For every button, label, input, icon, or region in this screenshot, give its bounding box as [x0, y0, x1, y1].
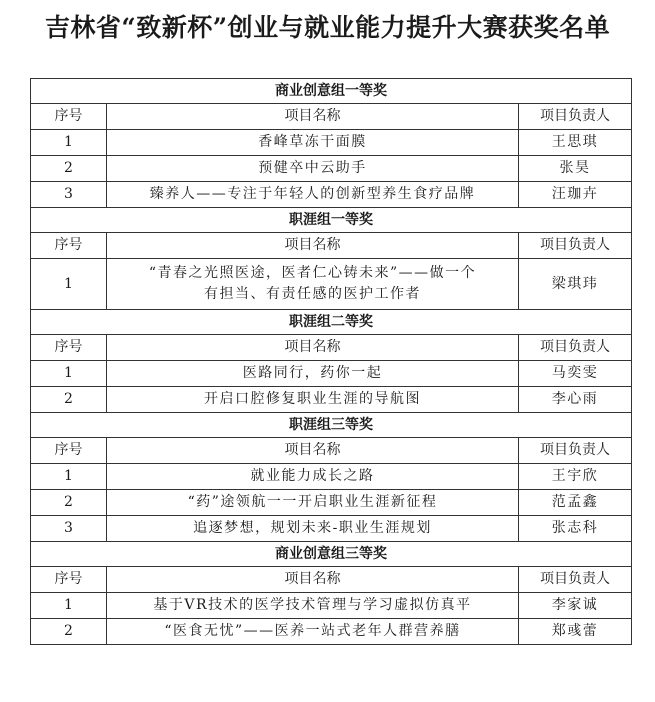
row-project: 臻养人——专注于年轻人的创新型养生食疗品牌	[107, 182, 519, 208]
column-header-leader: 项目负责人	[519, 438, 632, 464]
table-row	[31, 490, 632, 516]
column-header-project: 项目名称	[107, 233, 519, 259]
row-leader: 李心雨	[519, 387, 632, 413]
column-header-leader: 项目负责人	[519, 233, 632, 259]
row-project: 医路同行，药你一起	[107, 361, 519, 387]
table-row	[31, 156, 632, 182]
row-project: 预健卒中云助手	[107, 156, 519, 182]
column-header-index: 序号	[31, 438, 107, 464]
row-leader: 张昊	[519, 156, 632, 182]
row-project-line: 有担当、有责任感的医护工作者	[204, 286, 421, 302]
row-project: 基于VR技术的医学技术管理与学习虚拟仿真平	[107, 593, 519, 619]
table-row	[31, 516, 632, 542]
column-header-row	[31, 104, 632, 130]
column-header-project: 项目名称	[107, 335, 519, 361]
row-leader: 王思琪	[519, 130, 632, 156]
row-project: 追逐梦想，规划未来-职业生涯规划	[107, 516, 519, 542]
column-header-index: 序号	[31, 567, 107, 593]
row-project: “药”途领航一一开启职业生涯新征程	[107, 490, 519, 516]
award-table	[30, 78, 632, 645]
row-index: 3	[31, 516, 107, 542]
row-project: 香峰草冻干面膜	[107, 130, 519, 156]
page-title: 吉林省“致新杯”创业与就业能力提升大赛获奖名单	[44, 13, 611, 42]
section-header	[31, 413, 632, 438]
row-index: 1	[31, 464, 107, 490]
column-header-row	[31, 335, 632, 361]
row-leader: 范孟鑫	[519, 490, 632, 516]
column-header-project: 项目名称	[107, 567, 519, 593]
row-index: 1	[31, 361, 107, 387]
table-row	[31, 593, 632, 619]
row-project: “医食无忧”——医养一站式老年人群营养膳	[107, 619, 519, 645]
row-index: 2	[31, 156, 107, 182]
row-index: 2	[31, 387, 107, 413]
table-row	[31, 619, 632, 645]
column-header-row	[31, 233, 632, 259]
row-index: 2	[31, 619, 107, 645]
column-header-index: 序号	[31, 335, 107, 361]
section-header	[31, 542, 632, 567]
section-title: 商业创意组一等奖	[31, 79, 632, 104]
row-project: 就业能力成长之路	[107, 464, 519, 490]
table-row	[31, 387, 632, 413]
column-header-row	[31, 438, 632, 464]
row-leader: 汪珈卉	[519, 182, 632, 208]
row-index: 2	[31, 490, 107, 516]
row-index: 1	[31, 593, 107, 619]
row-leader: 王宇欣	[519, 464, 632, 490]
table-row	[31, 182, 632, 208]
column-header-leader: 项目负责人	[519, 335, 632, 361]
row-project	[107, 259, 519, 310]
table-row	[31, 361, 632, 387]
section-title: 职涯组二等奖	[31, 310, 632, 335]
column-header-row	[31, 567, 632, 593]
column-header-project: 项目名称	[107, 438, 519, 464]
table-row	[31, 259, 632, 310]
section-header	[31, 79, 632, 104]
row-index: 1	[31, 130, 107, 156]
row-project: 开启口腔修复职业生涯的导航图	[107, 387, 519, 413]
section-title: 职涯组一等奖	[31, 208, 632, 233]
row-leader: 郑彧蕾	[519, 619, 632, 645]
section-title: 商业创意组三等奖	[31, 542, 632, 567]
row-index: 1	[31, 259, 107, 310]
column-header-leader: 项目负责人	[519, 104, 632, 130]
column-header-project: 项目名称	[107, 104, 519, 130]
row-project-line: “青春之光照医途，医者仁心铸未来”——做一个	[148, 265, 477, 281]
table-row	[31, 464, 632, 490]
table-row	[31, 130, 632, 156]
section-header	[31, 310, 632, 335]
row-leader: 李家诚	[519, 593, 632, 619]
section-header	[31, 208, 632, 233]
row-leader: 梁琪玮	[519, 259, 632, 310]
row-leader: 张志科	[519, 516, 632, 542]
row-index: 3	[31, 182, 107, 208]
column-header-leader: 项目负责人	[519, 567, 632, 593]
section-title: 职涯组三等奖	[31, 413, 632, 438]
column-header-index: 序号	[31, 233, 107, 259]
column-header-index: 序号	[31, 104, 107, 130]
row-leader: 马奕雯	[519, 361, 632, 387]
